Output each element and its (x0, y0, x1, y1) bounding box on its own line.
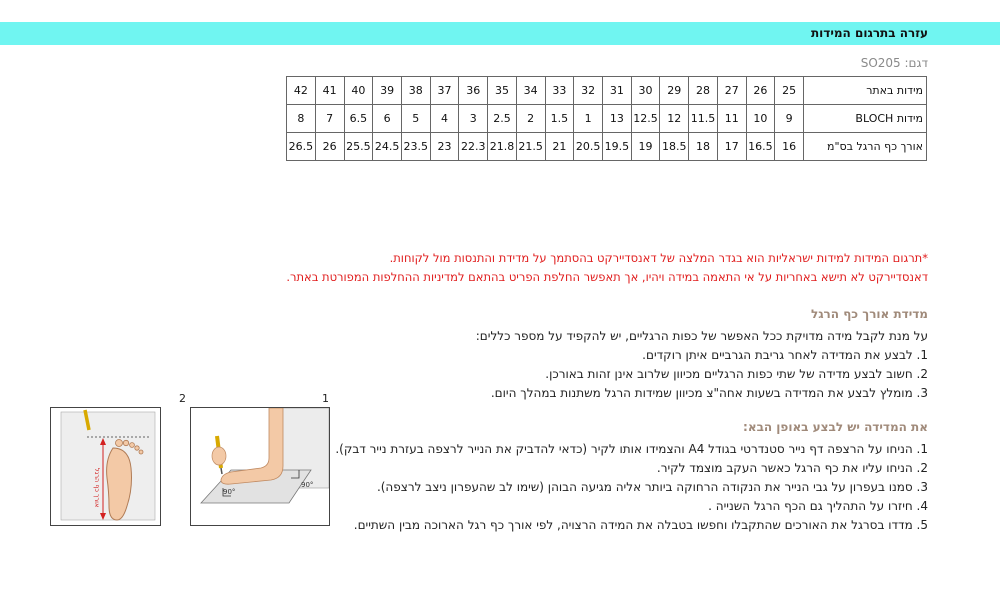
size-cell: 2.5 (488, 105, 517, 133)
size-cell: 13 (602, 105, 631, 133)
size-cell: 37 (430, 77, 459, 105)
how-line: 1. הניחו על הרצפה דף נייר סטנדרטי בגודל A4 והצמידו אותו לקיר (כדאי להדביק את הנייר לרצפה בעזרת נייר דבק). (335, 442, 928, 456)
size-cell: 6.5 (344, 105, 373, 133)
measure-line: 3. מומלץ לבצע את המדידה בשעות אחה"צ מכיוון שמידות הרגל משתנות במהלך היום. (490, 386, 928, 400)
size-cell: 33 (545, 77, 574, 105)
size-cell: 16.5 (746, 133, 775, 161)
row-header: מידות באתר (804, 77, 927, 105)
how-line: 4. חיזרו על התהליך גם הכף הרגל השנייה . (708, 499, 928, 513)
size-cell: 3 (459, 105, 488, 133)
size-cell: 5 (401, 105, 430, 133)
size-cell: 21.8 (488, 133, 517, 161)
size-cell: 27 (717, 77, 746, 105)
size-cell: 9 (775, 105, 804, 133)
size-cell: 38 (401, 77, 430, 105)
size-cell: 40 (344, 77, 373, 105)
size-cell: 39 (373, 77, 402, 105)
figure-top-view (50, 407, 161, 526)
size-table-row (287, 133, 927, 161)
size-cell: 12.5 (631, 105, 660, 133)
figure-side-view (190, 407, 330, 526)
how-section (308, 418, 928, 535)
size-cell: 29 (660, 77, 689, 105)
model-label: דגם: SO205 (860, 56, 928, 70)
size-cell: 20.5 (574, 133, 603, 161)
size-table (286, 76, 927, 161)
size-cell: 1.5 (545, 105, 574, 133)
size-cell: 34 (516, 77, 545, 105)
note-line: *תרגום המידות למידות ישראליות הוא בגדר המלצה של דאנסדיירקט בהסתמך על מדידת והתנסות מול לקוחות. (389, 251, 928, 265)
measure-line: על מנת לקבל מידה מדויקת ככל האפשר של כפות הרגליים, יש להקפיד על מספר כללים: (475, 329, 928, 343)
angle-label: 90° (223, 488, 236, 496)
size-table-row (287, 105, 927, 133)
disclaimer-notes (228, 249, 928, 287)
size-cell: 31 (602, 77, 631, 105)
how-line: 2. הניחו עליו את כף הרגל כאשר העקב מוצמד לקיר. (656, 461, 928, 475)
figure-2-number: 2 (179, 392, 186, 405)
note-line: דאנסדיירקט לא תישא באחריות על אי התאמה במידה ויהיו, אך תאפשר החלפת הפריט בהתאם למדיניות ההחלפות המפורטת באתר. (286, 270, 928, 284)
size-cell: 1 (574, 105, 603, 133)
how-heading: את המדידה יש לבצע באופן הבא: (743, 420, 928, 434)
size-cell: 19.5 (602, 133, 631, 161)
size-cell: 2 (516, 105, 545, 133)
size-cell: 41 (315, 77, 344, 105)
row-header: אורך כף הרגל בס"מ (804, 133, 927, 161)
size-cell: 26 (315, 133, 344, 161)
size-cell: 6 (373, 105, 402, 133)
measure-line: 2. חשוב לבצע מדידה של שתי כפות הרגליים מכיוון שלרוב אינן זהות באורכן. (545, 367, 928, 381)
size-cell: 25 (775, 77, 804, 105)
size-cell: 7 (315, 105, 344, 133)
size-cell: 23 (430, 133, 459, 161)
size-cell: 21.5 (516, 133, 545, 161)
size-cell: 18 (689, 133, 718, 161)
size-cell: 18.5 (660, 133, 689, 161)
size-cell: 35 (488, 77, 517, 105)
size-cell: 16 (775, 133, 804, 161)
size-cell: 32 (574, 77, 603, 105)
size-cell: 28 (689, 77, 718, 105)
size-cell: 24.5 (373, 133, 402, 161)
angle-label: 90° (301, 481, 314, 489)
size-cell: 30 (631, 77, 660, 105)
how-line: 3. סמנו בעפרון על גבי הנייר את הנקודה הרחוקה ביותר אליה מגיעה הבוהן (שימו לב שהעפרון ניצב לרצפה). (376, 480, 928, 494)
size-table-row (287, 77, 927, 105)
page-title: עזרה בתרגום המידות (810, 26, 928, 40)
size-cell: 36 (459, 77, 488, 105)
size-cell: 17 (717, 133, 746, 161)
measure-heading: מדידת אורך כף הרגל (810, 307, 928, 321)
size-cell: 21 (545, 133, 574, 161)
size-cell: 42 (287, 77, 316, 105)
size-cell: 12 (660, 105, 689, 133)
size-cell: 26 (746, 77, 775, 105)
foot-side-illustration (191, 408, 329, 525)
size-cell: 8 (287, 105, 316, 133)
size-cell: 23.5 (401, 133, 430, 161)
size-cell: 4 (430, 105, 459, 133)
size-cell: 19 (631, 133, 660, 161)
size-cell: 26.5 (287, 133, 316, 161)
size-cell: 11 (717, 105, 746, 133)
row-header: מידות BLOCH (804, 105, 927, 133)
size-cell: 11.5 (689, 105, 718, 133)
measure-line: 1. לבצע את המדידה לאחר גריבת הגרביים איתן רוקדים. (642, 348, 928, 362)
size-cell: 10 (746, 105, 775, 133)
size-cell: 25.5 (344, 133, 373, 161)
figure-1-number: 1 (322, 392, 329, 405)
measure-section (308, 305, 928, 403)
ruler-label: אורך כף הרגל (93, 468, 101, 508)
size-cell: 22.3 (459, 133, 488, 161)
how-line: 5. מדדו בסרגל את האורכים שהתקבלו וחפשו בטבלה את המידה הרצויה, לפי אורך כף רגל הארוכה מבין השתיים. (353, 518, 928, 532)
header-bar (0, 22, 1000, 45)
foot-top-illustration (51, 408, 160, 525)
